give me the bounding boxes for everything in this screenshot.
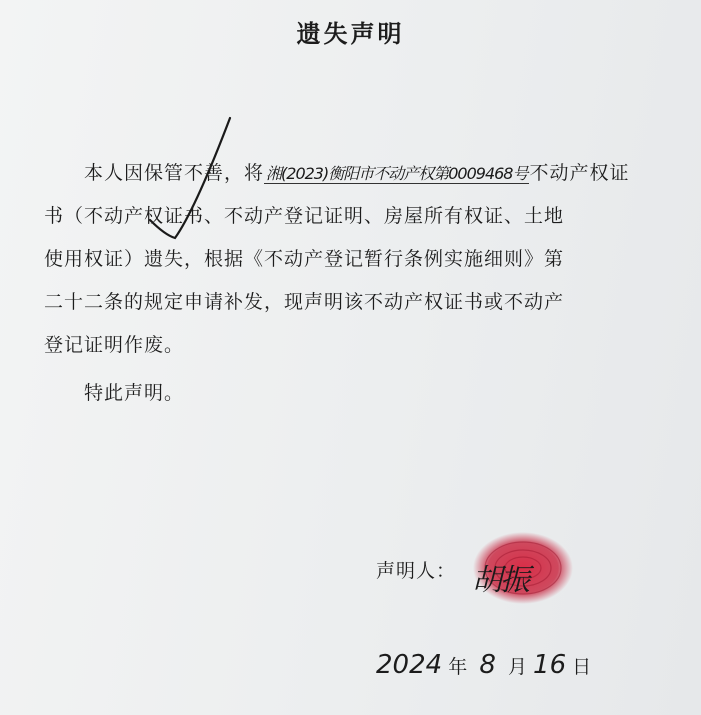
document-title: 遗失声明 [296, 19, 405, 48]
body-text-start: 本人因保管不善，将 [84, 162, 265, 184]
declarant-signature: 胡振 [472, 563, 528, 598]
handwritten-certificate-number: 湘(2023)衡阳市不动产权第0009468号 [266, 164, 528, 183]
body-line-4: 二十二条的规定申请补发，现声明该不动产权证书或不动产 [44, 291, 565, 313]
body-line-1 [44, 152, 684, 195]
date-year-unit: 年 [448, 656, 468, 678]
date-day-unit: 日 [572, 656, 592, 678]
body-line-3: 使用权证）遗失，根据《不动产登记暂行条例实施细则》第 [44, 248, 565, 270]
date-month-unit: 月 [507, 656, 527, 678]
date-day: 16 [533, 650, 567, 680]
closing-statement: 特此声明。 [84, 382, 185, 404]
date-year: 2024 [376, 650, 443, 680]
body-text-rest: 不动产权证 [529, 162, 630, 184]
declaration-body [44, 152, 684, 367]
body-line-2: 书（不动产权证书、不动产登记证明、房屋所有权证、土地 [44, 205, 565, 227]
declarant-label: 声明人： [376, 560, 457, 582]
body-line-5: 登记证明作废。 [44, 334, 185, 356]
date-month: 8 [479, 650, 496, 680]
declaration-date [376, 650, 591, 680]
